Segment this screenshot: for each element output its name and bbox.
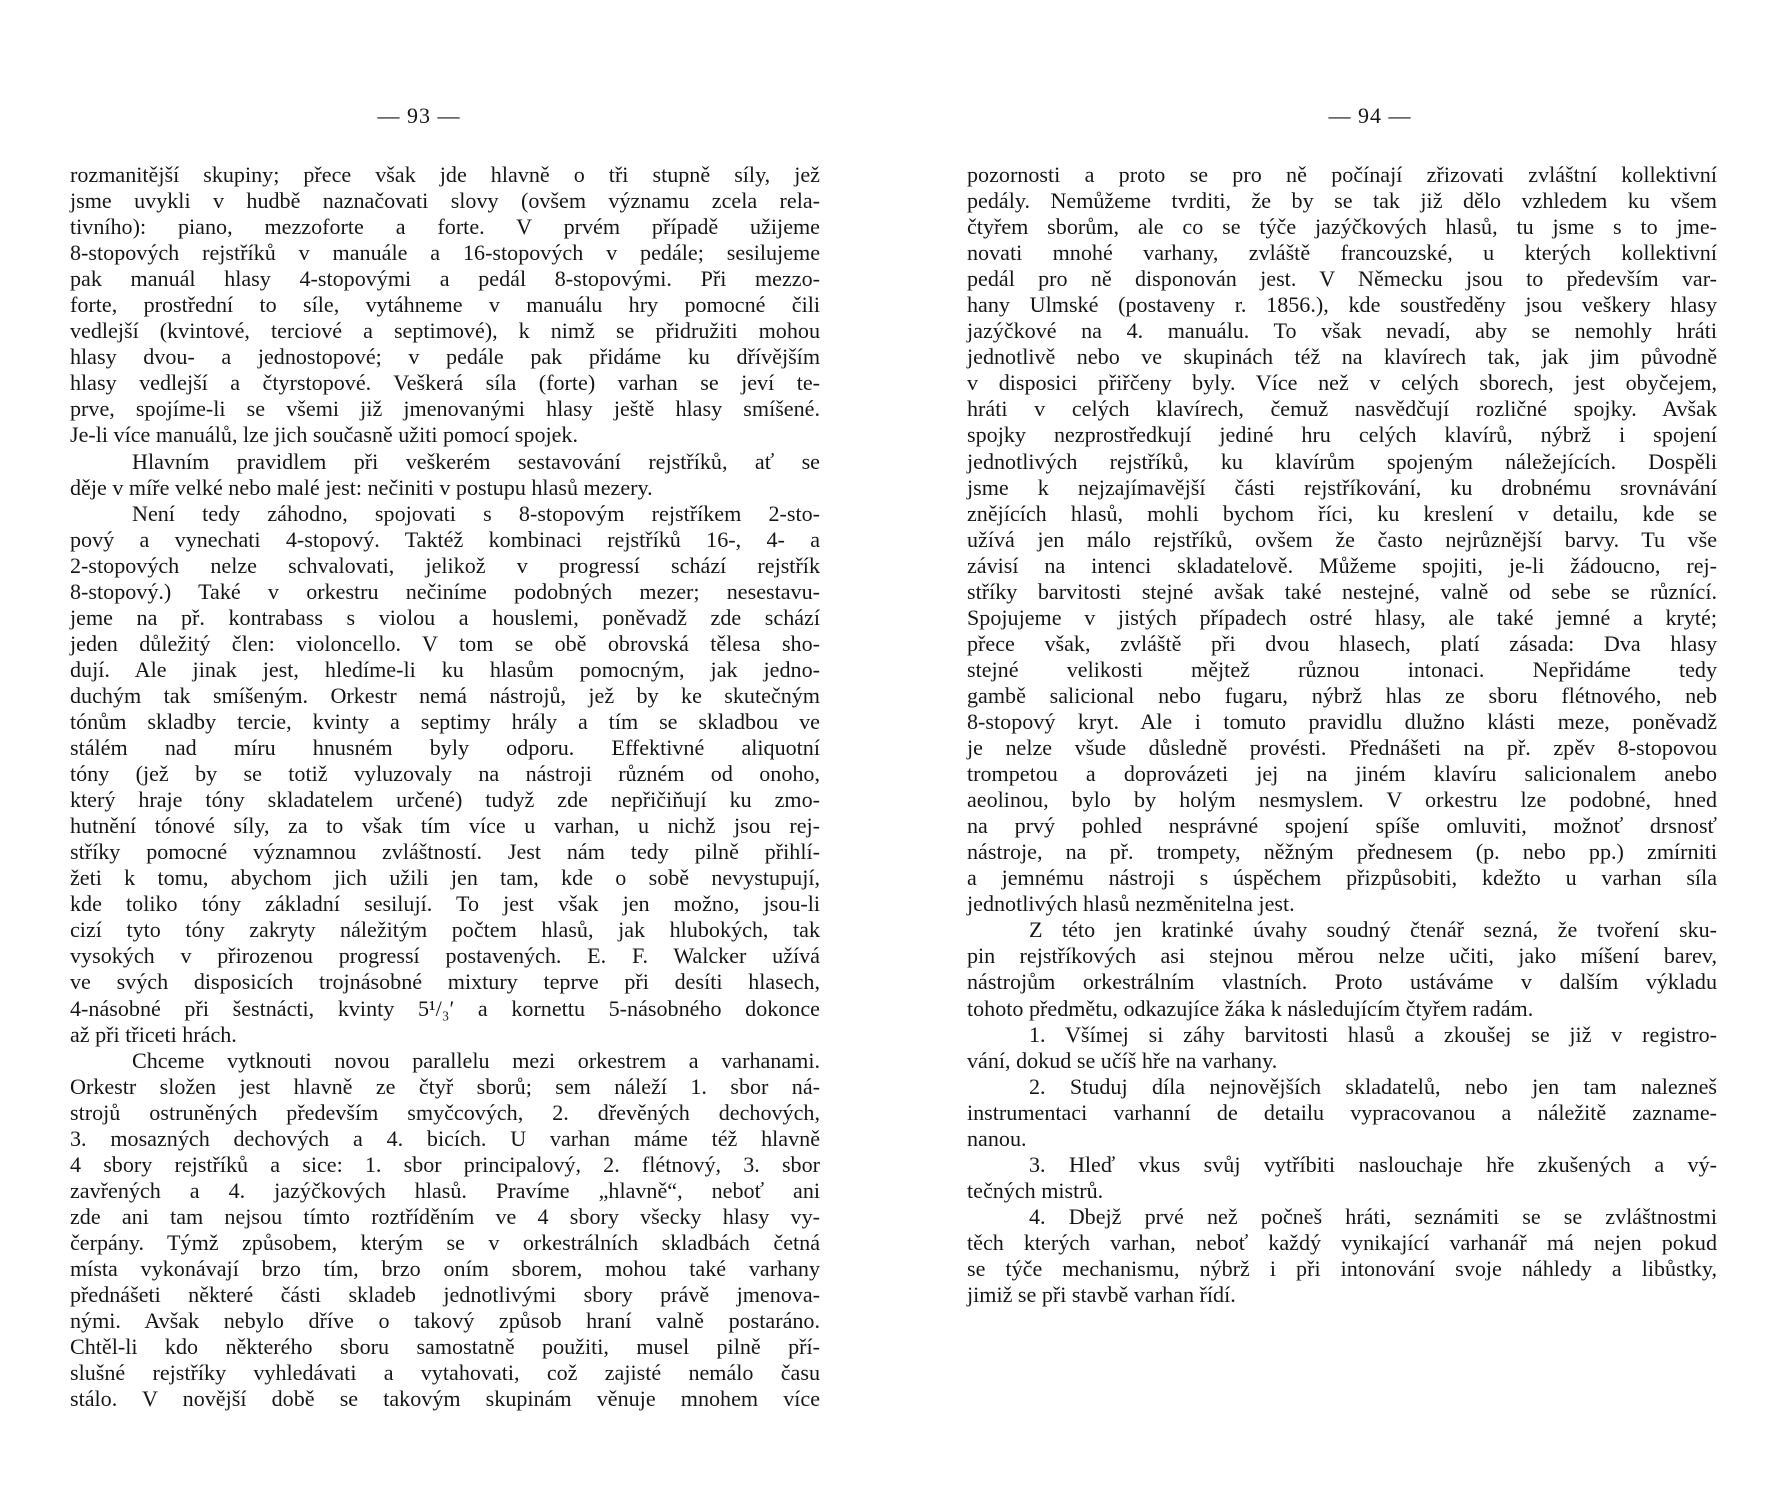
text-line: 2. Studuj díla nejnovějších skladatelů, nebo jen tam nalezneš (1029, 1073, 1717, 1099)
text-line: jednotlivých hlasů nezměnitelna jest. (967, 891, 1295, 917)
text-line: čtyřem sborům, ale co se týče jazýčkových hlasů, tu jsme s to jme- (967, 214, 1717, 240)
text-line: jsme uvykli v hudbě naznačovati slovy (ovšem významu zcela rela- (70, 188, 820, 214)
text-line: hlasy dvou- a jednostopové; v pedále pak přidáme ku dřívějším (70, 344, 820, 370)
text-line: vysokých v přirozenou progressí postavených. E. F. Walcker užívá (70, 943, 820, 969)
left-page (70, 0, 820, 1500)
text-line: tohoto předmětu, odkazujíce žáka k následujícím čtyřem radám. (967, 995, 1534, 1021)
text-line: 3. Hleď vkus svůj vytříbiti naslouchaje hře zkušených a vý- (1029, 1151, 1717, 1177)
text-line: 8-stopový kryt. Ale i tomuto pravidlu dlužno klásti meze, poněvadž (967, 708, 1717, 734)
text-line: duchým tak smíšeným. Orkestr nemá nástrojů, jež by ke skutečným (70, 682, 820, 708)
text-line: slušné rejstříky vyhledávati a vytahovati, což zajisté nemálo času (70, 1360, 820, 1386)
text-line: stříky pomocné významnou zvláštností. Jest nám tedy pilně přihlí- (70, 839, 820, 865)
text-line: Chceme vytknouti novou parallelu mezi orkestrem a varhanami. (132, 1047, 820, 1073)
text-line: jsme k nejzajímavější části rejstříkování, ku drobnému srovnávání (967, 474, 1717, 500)
text-line: hráti v celých klavírech, čemuž nasvědčují rozličné spojky. Avšak (967, 396, 1717, 422)
text-line: stejné velikosti mějtež různou intonaci. Nepřidáme tedy (967, 656, 1717, 682)
text-line: vání, dokud se učíš hře na varhany. (967, 1047, 1278, 1073)
text-line: ve svých disposicích trojnásobné mixtury teprve při desíti hlasech, (70, 969, 820, 995)
text-line: děje v míře velké nebo malé jest: nečiniti v postupu hlasů mezery. (70, 474, 653, 500)
text-line: přednášeti některé části skladeb jednotlivými sbory právě jmenova- (70, 1282, 820, 1308)
page-text (967, 162, 1717, 1308)
text-line: Chtěl-li kdo některého sboru samostatně použiti, musel pilně pří- (70, 1334, 820, 1360)
text-line: užívá jen málo rejstříků, ovšem že často nejrůznější barvy. Tu vše (967, 526, 1717, 552)
text-line: těch kterých varhan, neboť každý vynikající varhanář má nejen pokud (967, 1229, 1717, 1255)
text-line: pin rejstříkových asi stejnou měrou nelze učiti, jako míšení barev, (967, 943, 1717, 969)
text-line: 4. Dbejž prvé než počneš hráti, seznámiti se se zvláštnostmi (1029, 1203, 1717, 1229)
text-line: 8-stopový.) Také v orkestru nečiníme podobných mezer; nesestavu- (70, 578, 820, 604)
text-line: 8-stopových rejstříků v manuále a 16-stopových v pedále; sesilujeme (70, 240, 820, 266)
text-line: 3. mosazných dechových a 4. bicích. U varhan máme též hlavně (70, 1125, 820, 1151)
text-line: na prvý pohled nesprávné spojení spíše omluviti, možnoť drsnosť (967, 813, 1717, 839)
text-line: tečných mistrů. (967, 1177, 1104, 1203)
text-line: novati mnohé varhany, zvláště francouzské, u kterých kollektivní (967, 240, 1717, 266)
text-line: znějících hlasů, mohli bychom říci, ku kreslení v detailu, kde se (967, 500, 1717, 526)
text-line: nástroje, na př. trompety, něžným přednesem (p. nebo pp.) zmírniti (967, 839, 1717, 865)
text-line: Není tedy záhodno, spojovati s 8-stopovým rejstříkem 2-sto- (132, 500, 820, 526)
text-line: 4-násobné při šestnácti, kvinty 5¹/₃′ a kornettu 5-násobného dokonce (70, 995, 820, 1021)
text-line: zde ani tam nejsou tímto roztříděním ve 4 sbory všecky hlasy vy- (70, 1203, 820, 1229)
text-line: stálo. V novější době se takovým skupinám věnuje mnohem více (70, 1386, 820, 1412)
page-number: — 94 — (1328, 103, 1412, 128)
text-line: forte, prostřední to síle, vytáhneme v manuálu hry pomocné čili (70, 292, 820, 318)
text-line: a jemnému nástroji s úspěchem přizpůsobiti, kdežto u varhan síla (967, 865, 1717, 891)
text-line: hany Ulmské (postaveny r. 1856.), kde soustředěny jsou veškery hlasy (967, 292, 1717, 318)
page-text (70, 162, 820, 1412)
text-line: jednotlivě nebo ve skupinách též na klavírech tak, jak jim původně (967, 344, 1717, 370)
text-line: který hraje tóny skladatelem určené) tudyž zde nepřičiňují ku zmo- (70, 787, 820, 813)
text-line: Je-li více manuálů, lze jich současně užiti pomocí spojek. (70, 422, 579, 448)
right-page (967, 0, 1717, 1500)
text-line: závisí na intenci skladatelově. Můžeme spojiti, je-li žádoucno, rej- (967, 552, 1717, 578)
text-line: stříky barvitosti stejné avšak také nestejné, valně od sebe se různící. (967, 578, 1717, 604)
page-number: — 93 — (377, 103, 461, 128)
text-line: dují. Ale jinak jest, hledíme-li ku hlasům pomocným, jak jedno- (70, 656, 820, 682)
text-line: 4 sbory rejstříků a sice: 1. sbor principalový, 2. flétnový, 3. sbor (70, 1151, 820, 1177)
text-line: 1. Všímej si záhy barvitosti hlasů a zkoušej se již v registro- (1029, 1021, 1717, 1047)
text-line: aeolinou, bylo by holým nesmyslem. V orkestru lze podobné, hned (967, 787, 1717, 813)
text-line: rozmanitější skupiny; přece však jde hlavně o tři stupně síly, jež (70, 162, 820, 187)
text-line: místa vykonávají brzo tím, brzo oním sborem, mohou také varhany (70, 1255, 820, 1281)
text-line: Hlavním pravidlem při veškerém sestavování rejstříků, ať se (132, 448, 820, 474)
text-line: pedál pro ně disponován jest. V Německu jsou to především var- (967, 266, 1717, 292)
text-line: spojky nezprostředkují jediné hru celých klavírů, nýbrž i spojení (967, 422, 1717, 448)
text-line: je nelze všude důsledně provésti. Přednášeti na př. zpěv 8-stopovou (967, 735, 1717, 761)
text-line: pozornosti a proto se pro ně počínají zřizovati zvláštní kollektivní (967, 162, 1717, 187)
text-line: prve, spojíme-li se všemi již jmenovanými hlasy ještě hlasy smíšené. (70, 396, 820, 422)
text-line: zavřených a 4. jazýčkových hlasů. Pravíme „hlavně“, neboť ani (70, 1177, 820, 1203)
text-line: trompetou a doprovázeti jej na jiném klavíru salicionalem anebo (967, 761, 1717, 787)
text-line: hutnění tónové síly, za to však tím více u varhan, u nichž jsou rej- (70, 813, 820, 839)
text-line: jimiž se při stavbě varhan řídí. (967, 1282, 1236, 1308)
text-line: tónům skladby tercie, kvinty a septimy hrály a tím se skladbou ve (70, 708, 820, 734)
text-line: jednotlivých rejstříků, ku klavírům spojeným náležejících. Dospěli (967, 448, 1717, 474)
text-line: přece však, zvláště při dvou hlasech, platí zásada: Dva hlasy (967, 630, 1717, 656)
text-line: 2-stopových nelze schvalovati, jelikož v progressí schází rejstřík (70, 552, 820, 578)
text-line: hlasy vedlejší a čtyrstopové. Veškerá síla (forte) varhan se jeví te- (70, 370, 820, 396)
text-line: Spojujeme v jistých případech ostré hlasy, ale také jemné a kryté; (967, 604, 1717, 630)
text-line: tóny (jež by se totiž vyluzovaly na nástroji různém od onoho, (70, 761, 820, 787)
text-line: Orkestr složen jest hlavně ze čtyř sborů; sem náleží 1. sbor ná- (70, 1073, 820, 1099)
text-line: až při třiceti hrách. (70, 1021, 237, 1047)
text-line: cizí tyto tóny zakryty náležitým počtem hlasů, jak hlubokých, tak (70, 917, 820, 943)
text-line: gambě salicional nebo fugaru, nýbrž hlas ze sboru flétnového, neb (967, 682, 1717, 708)
text-line: pový a vynechati 4-stopový. Taktéž kombinaci rejstříků 16-, 4- a (70, 526, 820, 552)
text-line: vedlejší (kvintové, terciové a septimové), k nimž se přidružiti mohou (70, 318, 820, 344)
text-line: pak manuál hlasy 4-stopovými a pedál 8-stopovými. Při mezzo- (70, 266, 820, 292)
text-line: nanou. (967, 1125, 1027, 1151)
text-line: se týče mechanismu, nýbrž i při intonování svoje náhledy a libůstky, (967, 1255, 1717, 1281)
text-line: nými. Avšak nebylo dříve o takový způsob hraní valně postaráno. (70, 1308, 820, 1334)
text-line: nástrojům orkestrálním vlastních. Proto ustáváme v dalším výkladu (967, 969, 1717, 995)
text-line: čerpány. Týmž způsobem, kterým se v orkestrálních skladbách četná (70, 1229, 820, 1255)
text-line: jazýčkové na 4. manuálu. To však nevadí, aby se nemohly hráti (967, 318, 1717, 344)
text-line: instrumentaci varhanní de detailu vypracovanou a náležitě zazname- (967, 1099, 1717, 1125)
text-line: jeme na př. kontrabass s violou a houslemi, poněvadž zde schází (70, 604, 820, 630)
text-line: strojů ostruněných především smyčcových, 2. dřevěných dechových, (70, 1099, 820, 1125)
text-line: kde toliko tóny základní sesilují. To jest však jen možno, jsou-li (70, 891, 820, 917)
text-line: Z této jen kratinké úvahy soudný čtenář sezná, že tvoření sku- (1029, 917, 1717, 943)
text-line: stálém nad míru hnusném byly odporu. Effektivné aliquotní (70, 735, 820, 761)
text-line: jeden důležitý člen: violoncello. V tom se obě obrovská tělesa sho- (70, 630, 820, 656)
text-line: v disposici přiřčeny byly. Více než v celých sborech, jest obyčejem, (967, 370, 1717, 396)
text-line: žeti k tomu, abychom jich užili jen tam, kde o sobě nevystupují, (70, 865, 820, 891)
text-line: pedály. Nemůžeme tvrditi, že by se tak již dělo vzhledem ku všem (967, 188, 1717, 214)
text-line: tivního): piano, mezzoforte a forte. V prvém případě užijeme (70, 214, 820, 240)
